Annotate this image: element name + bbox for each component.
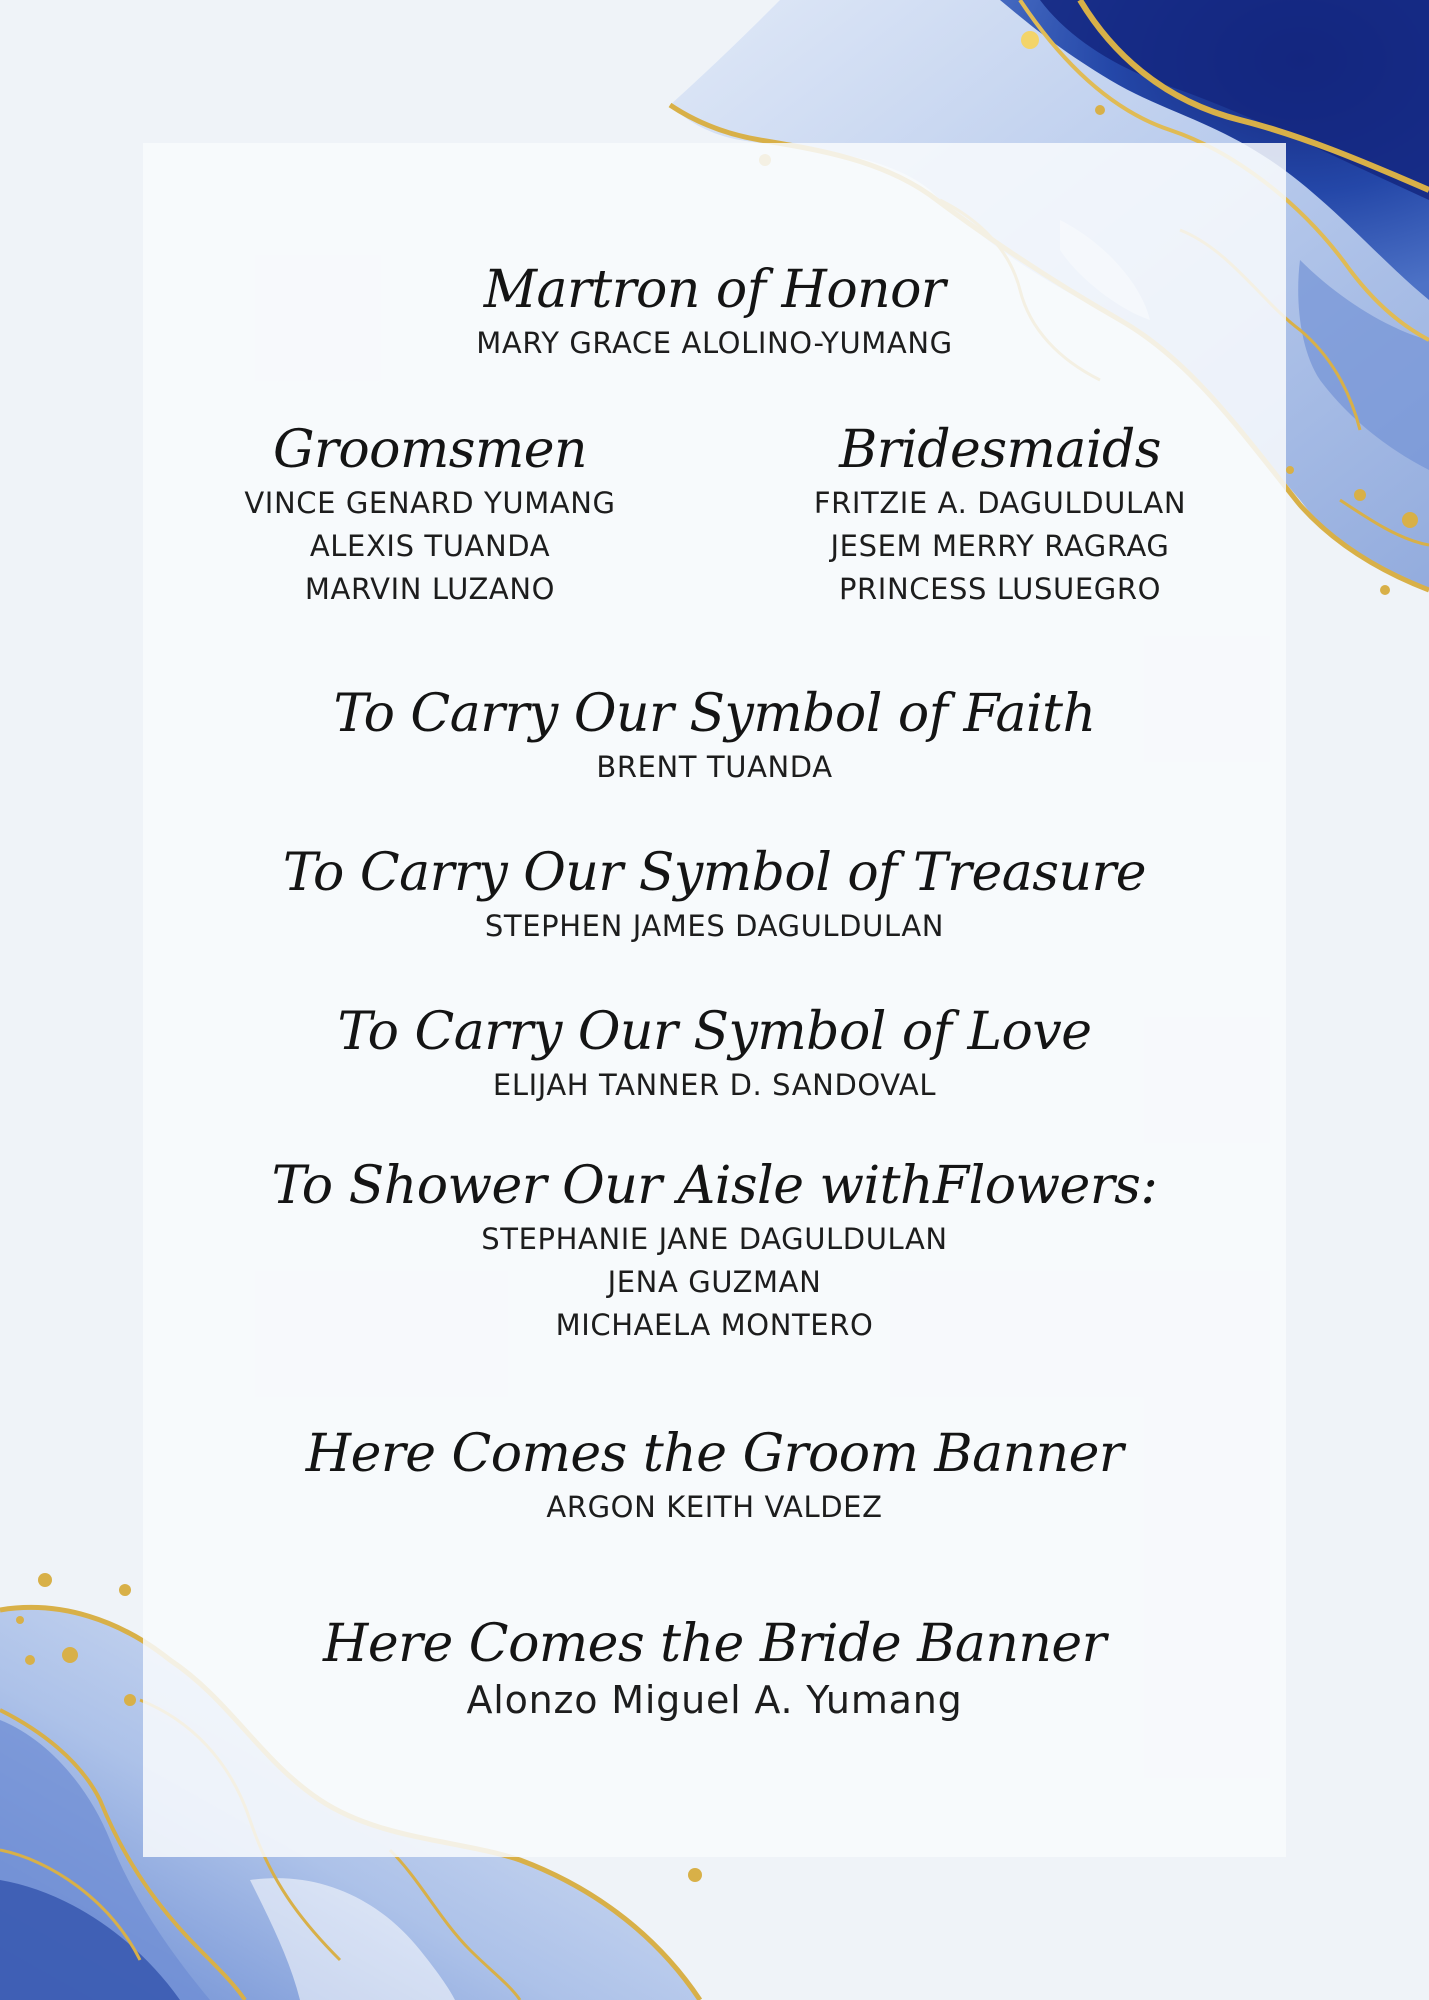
section-groomsmen <box>180 420 680 611</box>
name-list <box>0 1218 1429 1347</box>
section-symbol-of-faith <box>0 684 1429 789</box>
name-list <box>0 1064 1429 1107</box>
section-title: To Carry Our Symbol of Faith <box>333 684 1096 744</box>
section-title: Here Comes the Groom Banner <box>305 1424 1124 1484</box>
section-bride-banner <box>0 1614 1429 1724</box>
section-title: Here Comes the Bride Banner <box>323 1614 1106 1674</box>
section-flowers <box>0 1156 1429 1347</box>
name-list <box>0 1486 1429 1529</box>
name-entry: Alonzo Miguel A. Yumang <box>466 1678 963 1722</box>
name-list <box>0 905 1429 948</box>
section-bridesmaids <box>750 420 1250 611</box>
name-entry: FRITZIE A. DAGULDULAN <box>813 486 1187 520</box>
name-list <box>0 1676 1429 1724</box>
name-entry: MARY GRACE ALOLINO-YUMANG <box>476 326 953 360</box>
name-entry: ARGON KEITH VALDEZ <box>546 1490 883 1524</box>
section-symbol-of-treasure <box>0 843 1429 948</box>
name-list <box>0 746 1429 789</box>
name-entry: VINCE GENARD YUMANG <box>244 486 616 520</box>
name-entry: MARVIN LUZANO <box>304 572 556 606</box>
name-entry: JENA GUZMAN <box>607 1265 822 1299</box>
name-entry: JESEM MERRY RAGRAG <box>830 529 1170 563</box>
section-groom-banner <box>0 1424 1429 1529</box>
name-entry: STEPHANIE JANE DAGULDULAN <box>481 1222 948 1256</box>
section-title: Groomsmen <box>272 420 588 480</box>
section-symbol-of-love <box>0 1002 1429 1107</box>
name-entry: STEPHEN JAMES DAGULDULAN <box>484 909 945 943</box>
section-title: Bridesmaids <box>839 420 1161 480</box>
name-entry: BRENT TUANDA <box>596 750 833 784</box>
name-entry: PRINCESS LUSUEGRO <box>838 572 1162 606</box>
section-matron-of-honor <box>0 260 1429 365</box>
name-entry: ELIJAH TANNER D. SANDOVAL <box>492 1068 937 1102</box>
name-entry: ALEXIS TUANDA <box>309 529 551 563</box>
section-title: To Shower Our Aisle withFlowers: <box>271 1156 1158 1216</box>
program-card <box>143 143 1286 1857</box>
name-entry: MICHAELA MONTERO <box>555 1308 874 1342</box>
section-title: To Carry Our Symbol of Treasure <box>282 843 1147 903</box>
name-list <box>750 482 1250 611</box>
name-list <box>0 322 1429 365</box>
section-title: Martron of Honor <box>483 260 946 320</box>
section-title: To Carry Our Symbol of Love <box>337 1002 1092 1062</box>
name-list <box>180 482 680 611</box>
